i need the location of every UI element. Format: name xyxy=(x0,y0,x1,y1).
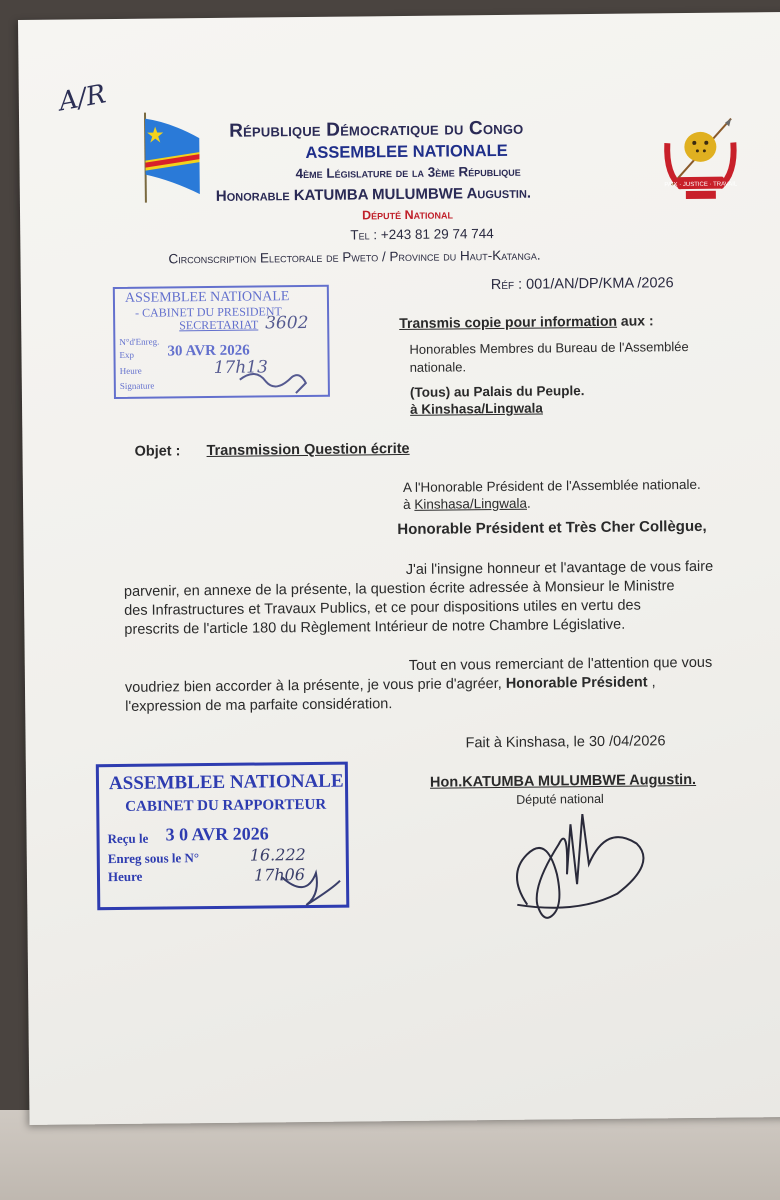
addressee-place: Kinshasa/Lingwala xyxy=(414,495,528,512)
salutation: Honorable Président et Très Cher Collègue, xyxy=(397,517,707,539)
handwritten-signature xyxy=(496,783,668,945)
transmis-title-row xyxy=(399,310,654,333)
signatory-name: Hon.KATUMBA MULUMBWE Augustin. xyxy=(429,771,697,791)
coat-of-arms-icon xyxy=(661,112,740,201)
addressee-prefix: à xyxy=(403,496,415,512)
phone-number: Tel : +243 81 29 74 744 xyxy=(350,226,494,243)
paragraph2-line3: l'expression de ma parfaite considération. xyxy=(125,696,393,715)
stamp-president-label-exp: Exp xyxy=(119,349,135,360)
stamp-president-line1: ASSEMBLEE NATIONALE xyxy=(124,289,290,306)
stamp-rapporteur-label-heure: Heure xyxy=(107,868,143,885)
transmis-line2: nationale. xyxy=(409,359,467,375)
stamp-president-label-signature: Signature xyxy=(119,380,155,391)
paragraph1-line3: des Infrastructures et Travaux Publics, et ce pour dispositions utiles en vertu des xyxy=(124,597,641,619)
paragraph2-line1: Tout en vous remerciant de l'attention que vous xyxy=(408,654,713,674)
addressee-line1: A l'Honorable Président de l'Assemblée nationale. xyxy=(402,476,701,495)
member-role: Député National xyxy=(361,207,454,223)
paragraph1-line4: prescrits de l'article 180 du Règlement Intérieur de notre Chambre Législative. xyxy=(124,616,626,638)
stamp-rapporteur-label-recu: Reçu le xyxy=(107,830,149,847)
stamp-rapporteur-line2: CABINET DU RAPPORTEUR xyxy=(125,796,327,815)
member-name: Honorable KATUMBA MULUMBWE Augustin. xyxy=(215,184,532,205)
stamp-president-line2: - CABINET DU PRESIDENT xyxy=(134,304,282,320)
objet-label: Objet : xyxy=(134,443,181,460)
assembly-title: ASSEMBLEE NATIONALE xyxy=(305,141,508,162)
letter-page xyxy=(18,12,780,1125)
stamp-president-initials xyxy=(236,367,316,398)
constituency-line: Circonscription Electorale de Pweto / Province du Haut-Katanga. xyxy=(168,247,541,267)
stamp-president-date: 30 AVR 2026 xyxy=(167,342,250,360)
country-title: République Démocratique du Congo xyxy=(229,117,524,142)
stamp-rapporteur-initials xyxy=(276,869,346,910)
paragraph1-line1: J'ai l'insigne honneur et l'avantage de vous faire xyxy=(405,558,714,578)
rapporteur-cabinet-stamp xyxy=(96,762,350,911)
president-cabinet-stamp xyxy=(113,285,330,399)
stamp-president-label-enreg: N°d'Enreg. xyxy=(119,336,160,347)
paragraph2-line2c: , xyxy=(647,674,656,691)
legislature-line: 4ème Législature de la 3ème République xyxy=(295,163,521,182)
addressee-line2 xyxy=(403,494,531,515)
stamp-rapporteur-time: 17h06 xyxy=(253,865,306,885)
stamp-president-line3: SECRETARIAT xyxy=(179,317,259,333)
transmis-suffix: aux : xyxy=(616,312,654,329)
stamp-rapporteur-regno: 16.222 xyxy=(249,845,306,865)
drc-flag-icon xyxy=(141,108,204,205)
signatory-title: Député national xyxy=(516,791,604,807)
reference-number: Réf : 001/AN/DP/KMA /2026 xyxy=(490,275,674,294)
transmis-title: Transmis copie pour information xyxy=(399,312,618,332)
stamp-rapporteur-label-enreg: Enreg sous le N° xyxy=(107,850,200,867)
stamp-president-label-heure: Heure xyxy=(119,365,142,376)
transmis-line1: Honorables Membres du Bureau de l'Assemblée xyxy=(409,338,689,357)
stamp-rapporteur-date: 3 0 AVR 2026 xyxy=(165,823,269,845)
handwritten-ar-mark: A/R xyxy=(56,79,109,118)
stamp-president-time: 17h13 xyxy=(213,357,268,378)
paragraph2-line2a: voudriez bien accorder à la présente, je vous prie d'agréer, xyxy=(124,675,506,696)
addressee-suffix: . xyxy=(526,495,531,511)
paragraph2-bold: Honorable Président xyxy=(505,674,648,692)
stamp-president-regno: 3602 xyxy=(265,312,309,334)
paragraph1-line2: parvenir, en annexe de la présente, la question écrite adressée à Monsieur le Ministre xyxy=(123,578,675,600)
transmis-line3: (Tous) au Palais du Peuple. xyxy=(409,383,585,400)
emblem-motto: PAIX · JUSTICE · TRAVAIL xyxy=(664,181,738,189)
transmis-line4: à Kinshasa/Lingwala xyxy=(410,400,543,417)
place-date: Fait à Kinshasa, le 30 /04/2026 xyxy=(465,733,666,752)
stamp-rapporteur-line1: ASSEMBLEE NATIONALE xyxy=(108,770,344,795)
objet-text: Transmission Question écrite xyxy=(206,440,410,460)
